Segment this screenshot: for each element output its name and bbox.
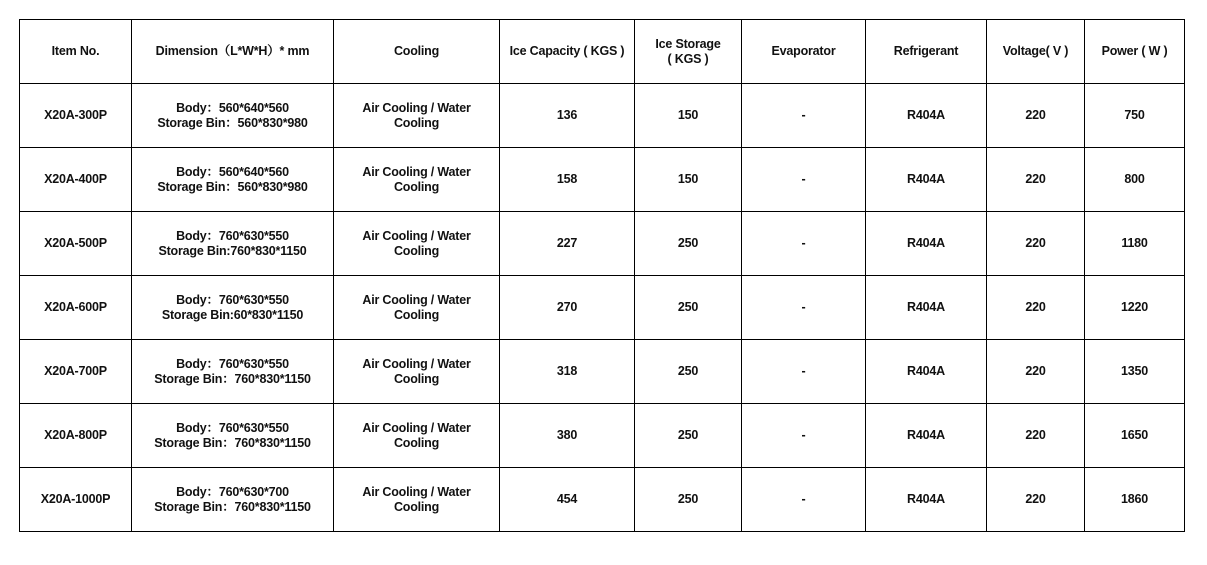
cell-text: Body：560*640*560 — [176, 100, 289, 115]
cell-power — [1085, 468, 1185, 532]
cell-text: 150 — [677, 108, 699, 122]
cell-power — [1085, 84, 1185, 148]
cell-text: - — [801, 236, 806, 250]
cell-text: R404A — [907, 300, 945, 314]
cell-refrigerant — [866, 340, 987, 404]
cell-text: 220 — [1025, 428, 1046, 442]
cell-text: R404A — [907, 364, 945, 378]
cell-text: Air Cooling / Water — [362, 228, 471, 243]
header-voltage — [987, 20, 1085, 84]
cell-text: X20A-500P — [44, 236, 107, 250]
cell-power — [1085, 340, 1185, 404]
cell-evaporator — [742, 212, 866, 276]
table-row — [20, 84, 1185, 148]
cell-ice-storage — [635, 404, 742, 468]
cell-text: Storage Bin：760*830*1150 — [154, 435, 311, 450]
header-item-no — [20, 20, 132, 84]
cell-text: 150 — [677, 172, 699, 186]
cell-text: Cooling — [393, 435, 440, 450]
cell-voltage — [987, 276, 1085, 340]
cell-text: 1860 — [1120, 492, 1148, 506]
cell-power — [1085, 404, 1185, 468]
cell-item-no — [20, 340, 132, 404]
cell-power — [1085, 148, 1185, 212]
cell-text: 750 — [1124, 108, 1145, 122]
cell-dimension — [132, 468, 334, 532]
cell-item-no — [20, 468, 132, 532]
cell-text: 250 — [677, 364, 699, 378]
cell-refrigerant — [866, 212, 987, 276]
table-body — [20, 84, 1185, 532]
cell-text: Storage Bin:760*830*1150 — [158, 243, 307, 258]
cell-text: 1180 — [1121, 236, 1148, 250]
header-row — [20, 20, 1185, 84]
cell-text: Cooling — [393, 243, 440, 258]
cell-text: 250 — [677, 428, 699, 442]
table-row — [20, 340, 1185, 404]
cell-text: 1220 — [1120, 300, 1148, 314]
cell-text: 800 — [1124, 172, 1145, 186]
header-evaporator — [742, 20, 866, 84]
cell-text: 380 — [556, 428, 578, 442]
cell-voltage — [987, 84, 1085, 148]
cell-text: 220 — [1025, 108, 1046, 122]
header-text: Voltage( V ) — [1002, 44, 1069, 58]
spec-table — [19, 19, 1185, 532]
cell-voltage — [987, 340, 1085, 404]
cell-item-no — [20, 276, 132, 340]
cell-text: - — [801, 172, 806, 186]
cell-evaporator — [742, 84, 866, 148]
cell-dimension — [132, 148, 334, 212]
cell-text: - — [801, 492, 806, 506]
cell-text: R404A — [907, 236, 945, 250]
cell-cooling — [334, 276, 500, 340]
cell-ice-capacity — [500, 404, 635, 468]
cell-text: Storage Bin：560*830*980 — [157, 115, 308, 130]
header-refrigerant — [866, 20, 987, 84]
cell-dimension — [132, 276, 334, 340]
cell-text: - — [801, 364, 806, 378]
cell-voltage — [987, 404, 1085, 468]
table-row — [20, 148, 1185, 212]
cell-text: 250 — [677, 236, 699, 250]
cell-text: 220 — [1025, 492, 1046, 506]
cell-text: R404A — [907, 428, 945, 442]
cell-text: 270 — [556, 300, 578, 314]
cell-evaporator — [742, 276, 866, 340]
cell-cooling — [334, 468, 500, 532]
cell-voltage — [987, 148, 1085, 212]
cell-text: - — [801, 428, 806, 442]
cell-ice-storage — [635, 468, 742, 532]
cell-text: 1650 — [1120, 428, 1148, 442]
cell-cooling — [334, 84, 500, 148]
cell-ice-capacity — [500, 276, 635, 340]
header-power — [1085, 20, 1185, 84]
cell-text: X20A-1000P — [40, 492, 111, 506]
header-cooling — [334, 20, 500, 84]
header-ice-capacity — [500, 20, 635, 84]
cell-text: Air Cooling / Water — [362, 164, 471, 179]
cell-text: Cooling — [393, 499, 440, 514]
cell-item-no — [20, 148, 132, 212]
cell-evaporator — [742, 468, 866, 532]
cell-ice-capacity — [500, 212, 635, 276]
table-row — [20, 404, 1185, 468]
cell-text: Storage Bin：560*830*980 — [157, 179, 308, 194]
cell-text: R404A — [907, 108, 945, 122]
cell-refrigerant — [866, 468, 987, 532]
cell-dimension — [132, 212, 334, 276]
cell-text: Body：760*630*550 — [176, 228, 289, 243]
cell-text: Storage Bin:60*830*1150 — [161, 307, 304, 322]
cell-power — [1085, 276, 1185, 340]
table-row — [20, 468, 1185, 532]
cell-text: Body：760*630*550 — [176, 356, 289, 371]
cell-refrigerant — [866, 148, 987, 212]
cell-text: R404A — [907, 492, 945, 506]
cell-ice-storage — [635, 148, 742, 212]
cell-refrigerant — [866, 84, 987, 148]
cell-ice-storage — [635, 276, 742, 340]
cell-text: Air Cooling / Water — [362, 356, 471, 371]
header-text: Power ( W ) — [1101, 44, 1168, 58]
header-text: Cooling — [393, 44, 440, 58]
header-text: ( KGS ) — [667, 51, 709, 66]
cell-ice-capacity — [500, 84, 635, 148]
cell-evaporator — [742, 404, 866, 468]
cell-text: 318 — [556, 364, 578, 378]
header-ice-storage — [635, 20, 742, 84]
table-row — [20, 212, 1185, 276]
cell-text: Air Cooling / Water — [362, 292, 471, 307]
cell-text: 220 — [1025, 364, 1046, 378]
cell-voltage — [987, 212, 1085, 276]
cell-ice-capacity — [500, 340, 635, 404]
cell-text: 250 — [677, 300, 699, 314]
cell-cooling — [334, 212, 500, 276]
cell-evaporator — [742, 148, 866, 212]
cell-refrigerant — [866, 276, 987, 340]
cell-text: Cooling — [393, 307, 440, 322]
cell-text: Storage Bin：760*830*1150 — [154, 371, 311, 386]
cell-cooling — [334, 340, 500, 404]
cell-text: X20A-800P — [44, 428, 107, 442]
cell-item-no — [20, 212, 132, 276]
cell-text: X20A-300P — [44, 108, 107, 122]
cell-text: Body：760*630*550 — [176, 292, 289, 307]
cell-text: 158 — [556, 172, 578, 186]
cell-text: 220 — [1025, 236, 1046, 250]
cell-text: 220 — [1025, 172, 1046, 186]
cell-text: Storage Bin：760*830*1150 — [154, 499, 311, 514]
cell-ice-storage — [635, 212, 742, 276]
cell-text: Air Cooling / Water — [362, 100, 471, 115]
cell-text: Body：560*640*560 — [176, 164, 289, 179]
cell-text: X20A-700P — [44, 364, 107, 378]
cell-voltage — [987, 468, 1085, 532]
cell-text: Air Cooling / Water — [362, 484, 471, 499]
cell-text: 227 — [556, 236, 578, 250]
cell-text: Cooling — [393, 115, 440, 130]
cell-text: Cooling — [393, 371, 440, 386]
header-dimension — [132, 20, 334, 84]
cell-item-no — [20, 84, 132, 148]
cell-ice-capacity — [500, 468, 635, 532]
cell-dimension — [132, 84, 334, 148]
cell-text: - — [801, 300, 806, 314]
cell-text: 136 — [556, 108, 578, 122]
cell-text: - — [801, 108, 806, 122]
cell-text: 220 — [1025, 300, 1046, 314]
cell-dimension — [132, 340, 334, 404]
cell-refrigerant — [866, 404, 987, 468]
cell-text: 250 — [677, 492, 699, 506]
cell-text: Cooling — [393, 179, 440, 194]
cell-text: Air Cooling / Water — [362, 420, 471, 435]
cell-ice-capacity — [500, 148, 635, 212]
header-text: Ice Capacity ( KGS ) — [509, 44, 625, 58]
header-text: Evaporator — [771, 44, 836, 58]
cell-text: Body：760*630*700 — [176, 484, 289, 499]
header-text: Dimension（L*W*H）* mm — [155, 44, 310, 58]
cell-ice-storage — [635, 84, 742, 148]
table-row — [20, 276, 1185, 340]
cell-text: 454 — [556, 492, 578, 506]
cell-dimension — [132, 404, 334, 468]
cell-cooling — [334, 404, 500, 468]
cell-ice-storage — [635, 340, 742, 404]
cell-text: 1350 — [1120, 364, 1148, 378]
cell-power — [1085, 212, 1185, 276]
cell-evaporator — [742, 340, 866, 404]
header-text: Item No. — [51, 44, 100, 58]
cell-text: Body：760*630*550 — [176, 420, 289, 435]
header-text: Refrigerant — [893, 44, 959, 58]
cell-text: R404A — [907, 172, 945, 186]
cell-text: X20A-600P — [44, 300, 107, 314]
cell-text: X20A-400P — [44, 172, 107, 186]
header-text: Ice Storage — [655, 36, 721, 51]
cell-cooling — [334, 148, 500, 212]
cell-item-no — [20, 404, 132, 468]
